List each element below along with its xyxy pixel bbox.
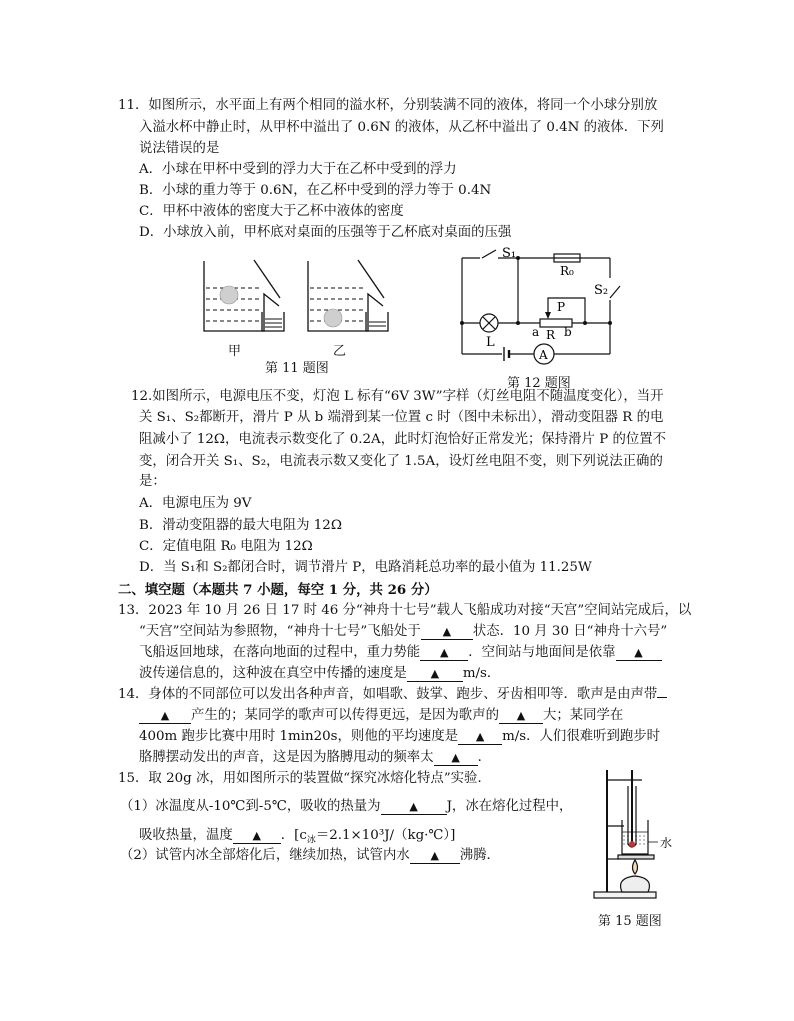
q12-option-d: D．当 S₁和 S₂都闭合时，调节滑片 P，电路消耗总功率的最小值为 11.25W <box>139 560 592 575</box>
q15-blank-1[interactable]: ▲ <box>381 800 447 815</box>
q11-option-d: D．小球放入前，甲杯底对桌面的压强等于乙杯底对桌面的压强 <box>139 225 512 240</box>
q14-line3-text-a: 400m 跑步比赛中用时 1min20s，则他的平均速度是 <box>139 729 459 744</box>
beaker <box>622 820 648 854</box>
q13-blank-4[interactable]: ▲ <box>407 667 463 682</box>
q11-stem-line3: 说法错误的是 <box>139 141 220 156</box>
q14-line3 <box>139 727 660 747</box>
label-b-end: b <box>564 325 572 339</box>
q15-blank-3[interactable]: ▲ <box>410 849 460 864</box>
q13-blank-2[interactable]: ▲ <box>420 646 468 661</box>
q14-blank-1-start <box>657 697 667 698</box>
q13-blank-1[interactable]: ▲ <box>421 625 473 640</box>
q13-line4 <box>139 664 500 684</box>
figure-15-caption: 第 15 题图 <box>598 914 662 929</box>
lamp-flame <box>633 860 638 874</box>
label-l: L <box>486 335 495 350</box>
switch-s2-blade <box>610 286 620 298</box>
stand-base <box>594 892 656 898</box>
switch-s1-blade <box>482 250 496 258</box>
q13-line2-text-b: 状态．10 月 30 日“神舟十六号” <box>472 624 668 639</box>
q15-line2-text-a: （1）冰温度从-10℃到-5℃，吸收的热量为 <box>120 799 381 814</box>
section-2-heading: 二、填空题（本题共 7 小题，每空 1 分，共 26 分） <box>118 582 438 598</box>
q12-stem-line3: 阻减小了 12Ω，电流表示数变化了 0.2A，此时灯泡恰好正常发光；保持滑片 P 的位置不 <box>139 432 667 447</box>
q14-line2-text-a: 产生的；某同学的歌声可以传得更远，是因为歌声的 <box>191 708 499 723</box>
label-yi: 乙 <box>333 344 347 359</box>
q11-option-a: A．小球在甲杯中受到的浮力大于在乙杯中受到的浮力 <box>139 162 457 177</box>
q12-option-c: C．定值电阻 R₀ 电阻为 12Ω <box>139 539 313 554</box>
label-r0: R₀ <box>560 264 574 278</box>
q14-line4 <box>139 748 491 768</box>
q13-line4-text-a: 波传递信息的，这种波在真空中传播的速度是 <box>139 666 407 681</box>
q14-line4-text-a: 胳膊摆动发出的声音，这是因为胳膊甩动的频率太 <box>139 750 434 765</box>
q15-line2 <box>120 797 572 817</box>
q11-stem-line1: 11．如图所示，水平面上有两个相同的溢水杯，分别装满不同的液体，将同一个小球分别放 <box>118 98 658 113</box>
q14-blank-2[interactable]: ▲ <box>499 709 543 724</box>
q13-line3-text-b: ．空间站与地面间是依靠 <box>468 645 616 660</box>
label-a-end: a <box>532 325 540 339</box>
q15-line3-text-a: 吸收热量，温度 <box>139 828 233 843</box>
q14-blank-4[interactable]: ▲ <box>434 751 478 766</box>
cup-yi <box>308 260 388 331</box>
figure-11-caption: 第 11 题图 <box>265 361 329 376</box>
q11-option-c: C．甲杯中液体的密度大于乙杯中液体的密度 <box>139 204 404 219</box>
q15-line3-text-c: ＝2.1×10³J/（kg·℃）] <box>315 828 456 843</box>
q11-option-b: B．小球的重力等于 0.6N，在乙杯中受到的浮力等于 0.4N <box>139 183 492 198</box>
q15-line1: 15．取 20g 冰，用如图所示的装置做“探究冰熔化特点”实验． <box>118 771 491 786</box>
q15-line4-text-a: （2）试管内冰全部熔化后，继续加热，试管内水 <box>120 848 410 863</box>
q13-line1: 13．2023 年 10 月 26 日 17 时 46 分“神舟十七号”载人飞船成功对接“天宫”空间站完成后，以 <box>118 603 692 618</box>
figure-12-caption: 第 12 题图 <box>507 376 571 391</box>
q14-line4-text-b: ． <box>477 750 491 765</box>
q12-stem-line5: 是： <box>139 474 166 489</box>
q13-line3-text-a: 飞船返回地球，在落向地面的过程中，重力势能 <box>139 645 421 660</box>
q14-blank-1[interactable]: ▲ <box>139 709 191 724</box>
q15-line3-text-b: ．[c <box>280 828 307 843</box>
q15-line4 <box>120 846 500 866</box>
label-jia: 甲 <box>228 344 242 359</box>
q13-line2-text-a: “天宫”空间站为参照物，“神舟十七号”飞船处于 <box>139 624 421 639</box>
q12-stem-line2: 关 S₁、S₂都断开，滑片 P 从 b 端滑到某一位置 c 时（图中未标出），滑动变阻器 R 的电 <box>139 410 664 425</box>
label-water: 水 <box>660 836 673 850</box>
ball-suspended <box>324 309 342 327</box>
q13-line3 <box>139 643 662 663</box>
ice-melting-apparatus <box>592 766 702 906</box>
q15-line4-text-b: 沸腾． <box>459 848 500 863</box>
alcohol-lamp <box>621 876 650 892</box>
q12-option-a: A．电源电压为 9V <box>139 496 252 511</box>
q12-stem-line1: 12.如图所示，电源电压不变，灯泡 L 标有“6V 3W”字样（灯丝电阻不随温度变化），当开 <box>131 389 664 404</box>
q13-blank-3[interactable]: ▲ <box>616 646 662 661</box>
label-s1: S₁ <box>502 246 517 261</box>
label-p: P <box>557 300 566 314</box>
wire-gauze <box>618 855 654 859</box>
q13-line4-text-b: m/s． <box>462 666 501 681</box>
q14-line3-text-b: m/s．人们很难听到跑步时 <box>502 729 661 744</box>
q14-line2 <box>139 706 623 726</box>
q14-line1 <box>118 685 667 705</box>
q15-c-ice-subscript: 冰 <box>306 835 316 846</box>
q14-blank-3[interactable]: ▲ <box>458 730 502 745</box>
label-r: R <box>546 328 556 342</box>
q15-line2-text-b: J，冰在熔化过程中， <box>446 799 573 814</box>
q15-blank-2[interactable]: ▲ <box>233 829 281 844</box>
overflow-cups-figure <box>196 256 396 356</box>
cup-jia <box>204 260 284 331</box>
q12-stem-line4: 变，闭合开关 S₁、S₂，电流表示数又变化了 1.5A，设灯丝电阻不变，则下列说法正确的 <box>139 454 663 469</box>
label-s2: S₂ <box>594 283 609 298</box>
q13-line2 <box>139 622 667 642</box>
label-ammeter: A <box>539 348 548 362</box>
ball-floating <box>220 286 238 304</box>
q14-line2-text-b: 大；某同学在 <box>542 708 624 723</box>
circuit-diagram <box>460 246 620 362</box>
q12-option-b: B．滑动变阻器的最大电阻为 12Ω <box>139 518 342 533</box>
q14-line1-text: 14．身体的不同部位可以发出各种声音，如唱歌、鼓掌、跑步、牙齿相叩等．歌声是由声带 <box>118 687 658 702</box>
q11-stem-line2: 入溢水杯中静止时，从甲杯中溢出了 0.6N 的液体，从乙杯中溢出了 0.4N 的液体．下列 <box>139 120 664 135</box>
